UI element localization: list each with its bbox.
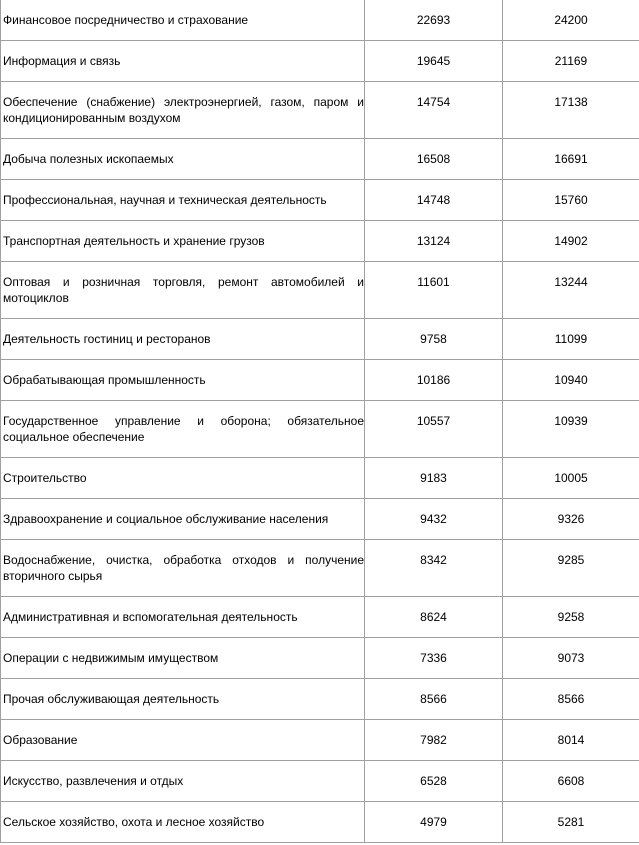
industry-name-cell: Искусство, развлечения и отдых xyxy=(1,761,365,802)
industry-name-cell: Государственное управление и оборона; обязательное социальное обеспечение xyxy=(1,401,365,458)
table-row xyxy=(1,41,639,82)
value-cell-1: 7336 xyxy=(365,638,503,679)
table-row xyxy=(1,180,639,221)
value-cell-1: 8624 xyxy=(365,597,503,638)
value-cell-1: 16508 xyxy=(365,139,503,180)
industry-name-cell: Деятельность гостиниц и ресторанов xyxy=(1,319,365,360)
value-cell-2: 9285 xyxy=(503,540,639,597)
value-cell-1: 10557 xyxy=(365,401,503,458)
industry-name-cell: Операции с недвижимым имуществом xyxy=(1,638,365,679)
value-cell-2: 6608 xyxy=(503,761,639,802)
value-cell-1: 8342 xyxy=(365,540,503,597)
table-row xyxy=(1,638,639,679)
table-row xyxy=(1,82,639,139)
value-cell-1: 8566 xyxy=(365,679,503,720)
industry-name-cell: Водоснабжение, очистка, обработка отходов и получение вторичного сырья xyxy=(1,540,365,597)
value-cell-2: 8566 xyxy=(503,679,639,720)
value-cell-2: 11099 xyxy=(503,319,639,360)
value-cell-2: 10939 xyxy=(503,401,639,458)
industry-name-cell: Оптовая и розничная торговля, ремонт автомобилей и мотоциклов xyxy=(1,262,365,319)
value-cell-1: 7982 xyxy=(365,720,503,761)
industry-name-cell: Обрабатывающая промышленность xyxy=(1,360,365,401)
industry-name-cell: Добыча полезных ископаемых xyxy=(1,139,365,180)
table-row xyxy=(1,221,639,262)
value-cell-2: 14902 xyxy=(503,221,639,262)
value-cell-1: 13124 xyxy=(365,221,503,262)
table-row xyxy=(1,458,639,499)
table-row xyxy=(1,679,639,720)
value-cell-1: 9758 xyxy=(365,319,503,360)
value-cell-2: 21169 xyxy=(503,41,639,82)
table-row xyxy=(1,401,639,458)
value-cell-1: 14748 xyxy=(365,180,503,221)
industry-name-cell: Сельское хозяйство, охота и лесное хозяйство xyxy=(1,802,365,843)
value-cell-2: 9258 xyxy=(503,597,639,638)
value-cell-2: 9073 xyxy=(503,638,639,679)
industry-name-cell: Транспортная деятельность и хранение грузов xyxy=(1,221,365,262)
table-row xyxy=(1,720,639,761)
industry-name-cell: Административная и вспомогательная деятельность xyxy=(1,597,365,638)
value-cell-2: 5281 xyxy=(503,802,639,843)
industry-name-cell: Финансовое посредничество и страхование xyxy=(1,0,365,41)
industry-name-cell: Прочая обслуживающая деятельность xyxy=(1,679,365,720)
industry-name-cell: Профессиональная, научная и техническая деятельность xyxy=(1,180,365,221)
table-row xyxy=(1,540,639,597)
value-cell-1: 9432 xyxy=(365,499,503,540)
value-cell-2: 10005 xyxy=(503,458,639,499)
table-row xyxy=(1,499,639,540)
value-cell-2: 8014 xyxy=(503,720,639,761)
value-cell-2: 9326 xyxy=(503,499,639,540)
value-cell-2: 10940 xyxy=(503,360,639,401)
table-row xyxy=(1,0,639,41)
value-cell-2: 17138 xyxy=(503,82,639,139)
table-row xyxy=(1,319,639,360)
value-cell-1: 11601 xyxy=(365,262,503,319)
table-row xyxy=(1,360,639,401)
value-cell-1: 9183 xyxy=(365,458,503,499)
value-cell-2: 16691 xyxy=(503,139,639,180)
value-cell-2: 15760 xyxy=(503,180,639,221)
value-cell-2: 13244 xyxy=(503,262,639,319)
value-cell-1: 22693 xyxy=(365,0,503,41)
table-body xyxy=(1,0,639,843)
table-row xyxy=(1,761,639,802)
value-cell-1: 4979 xyxy=(365,802,503,843)
industry-name-cell: Обеспечение (снабжение) электроэнергией, газом, паром и кондиционированным воздухом xyxy=(1,82,365,139)
industry-name-cell: Здравоохранение и социальное обслуживание населения xyxy=(1,499,365,540)
value-cell-1: 10186 xyxy=(365,360,503,401)
table-row xyxy=(1,139,639,180)
value-cell-1: 19645 xyxy=(365,41,503,82)
industry-name-cell: Образование xyxy=(1,720,365,761)
value-cell-1: 6528 xyxy=(365,761,503,802)
value-cell-2: 24200 xyxy=(503,0,639,41)
value-cell-1: 14754 xyxy=(365,82,503,139)
table-row xyxy=(1,597,639,638)
table-row xyxy=(1,802,639,843)
table-row xyxy=(1,262,639,319)
industry-name-cell: Информация и связь xyxy=(1,41,365,82)
industry-name-cell: Строительство xyxy=(1,458,365,499)
